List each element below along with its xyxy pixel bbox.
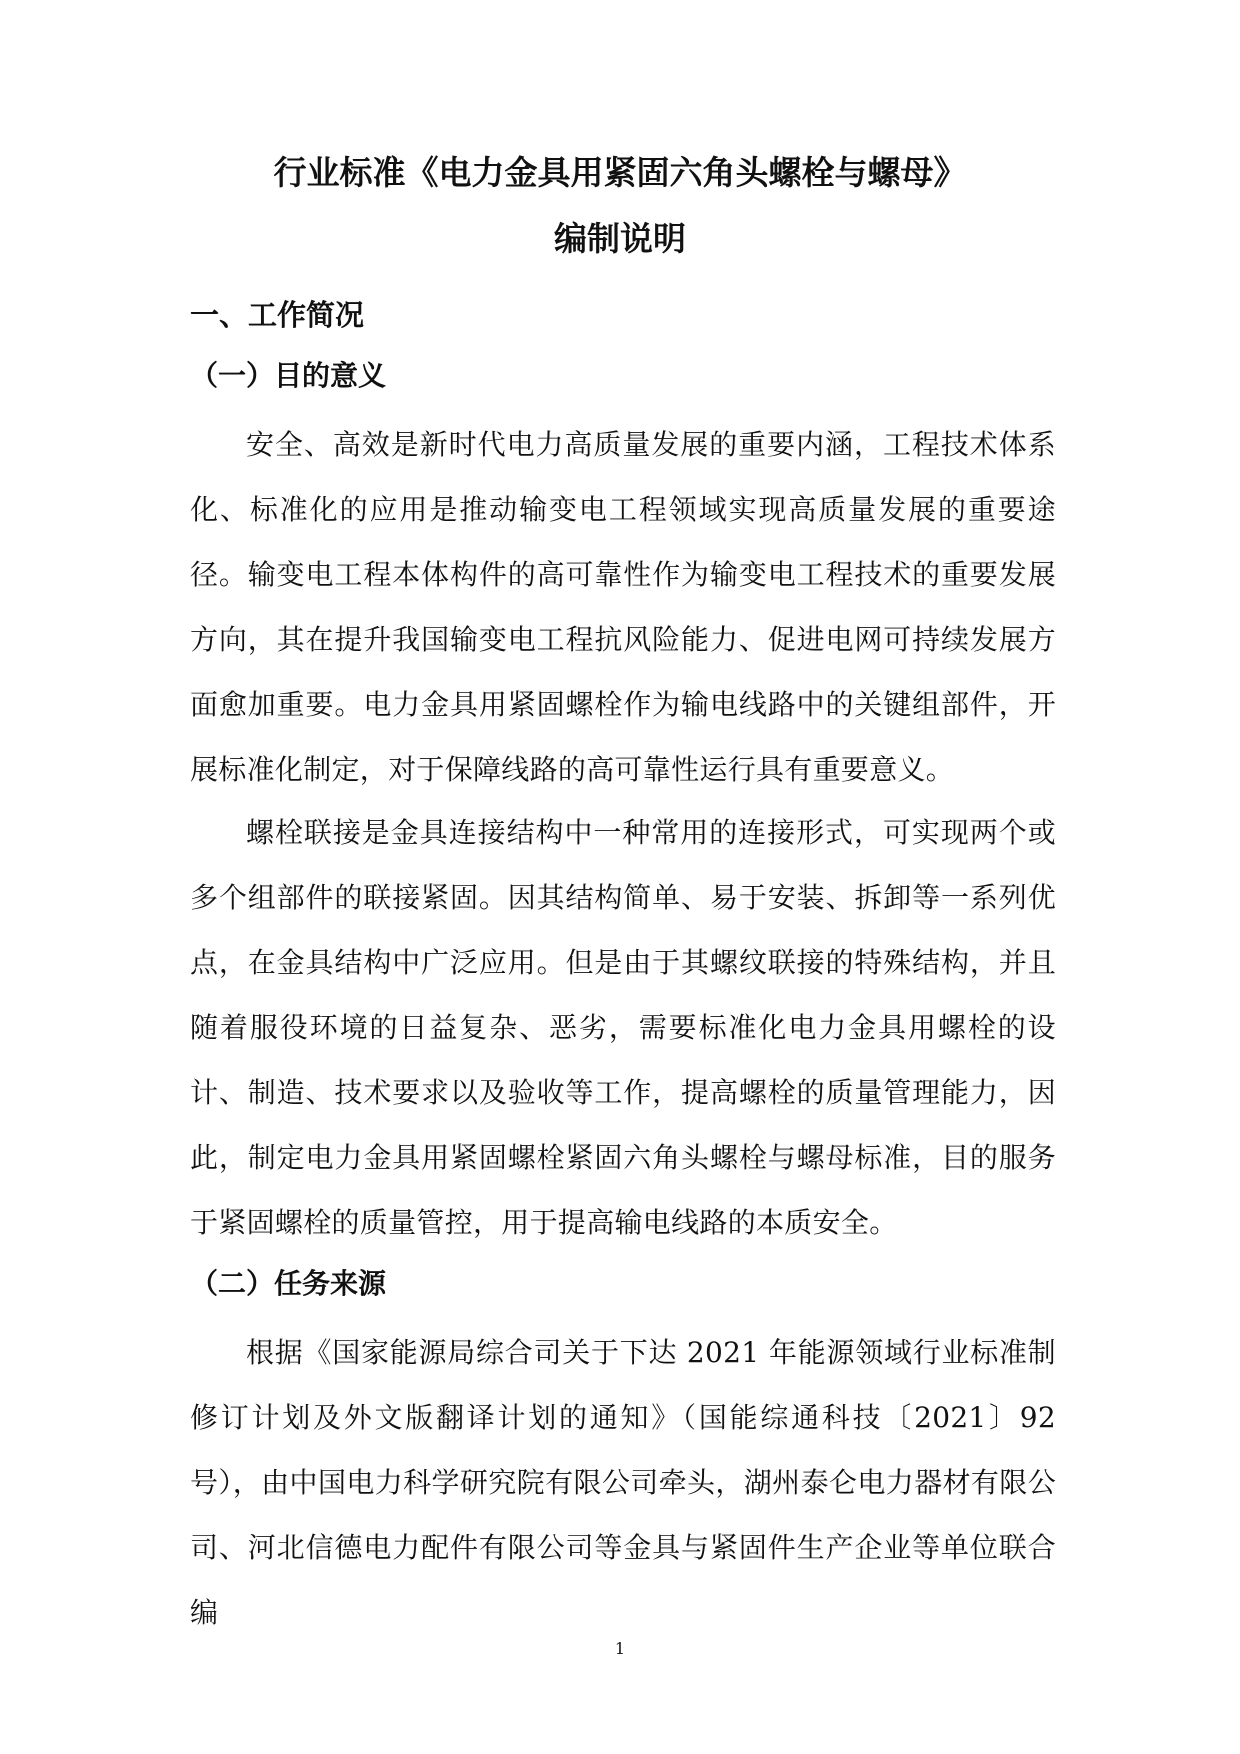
document-title: 行业标准《电力金具用紧固六角头螺栓与螺母》 xyxy=(273,153,967,192)
paragraph-purpose: 安全、高效是新时代电力高质量发展的重要内涵，工程技术体系化、标准化的应用是推动输变电工程领域实现高质量发展的重要途径。输变电工程本体构件的高可靠性作为输变电工程技术的重要发展方向，其在提升我国输变电工程抗风险能力、促进电网可持续发展方面愈加重要。电力金具用紧固螺栓作为输电线路中的关键组部件，开展标准化制定，对于保障线路的高可靠性运行具有重要意义。 xyxy=(190,428,1056,786)
paragraph-task-source: 根据《国家能源局综合司关于下达 2021 年能源领域行业标准制修订计划及外文版翻译计划的通知》（国能综通科技〔2021〕92 号），由中国电力科学研究院有限公司牵头，湖州泰仑电力器材有限公司、河北信德电力配件有限公司等金具与紧固件生产企业等单位联合编 xyxy=(190,1336,1056,1629)
subsection-heading-task-source: （二）任务来源 xyxy=(190,1267,387,1300)
page-number: 1 xyxy=(614,1639,626,1658)
document-subtitle: 编制说明 xyxy=(554,219,686,258)
section-heading-work-overview: 一、工作简况 xyxy=(190,298,365,332)
paragraph-bolt-connection: 螺栓联接是金具连接结构中一种常用的连接形式，可实现两个或多个组部件的联接紧固。因其结构简单、易于安装、拆卸等一系列优点，在金具结构中广泛应用。但是由于其螺纹联接的特殊结构，并且随着服役环境的日益复杂、恶劣，需要标准化电力金具用螺栓的设计、制造、技术要求以及验收等工作，提高螺栓的质量管理能力，因此，制定电力金具用紧固螺栓紧固六角头螺栓与螺母标准，目的服务于紧固螺栓的质量管控，用于提高输电线路的本质安全。 xyxy=(190,816,1056,1239)
subsection-heading-purpose: （一）目的意义 xyxy=(190,359,387,392)
